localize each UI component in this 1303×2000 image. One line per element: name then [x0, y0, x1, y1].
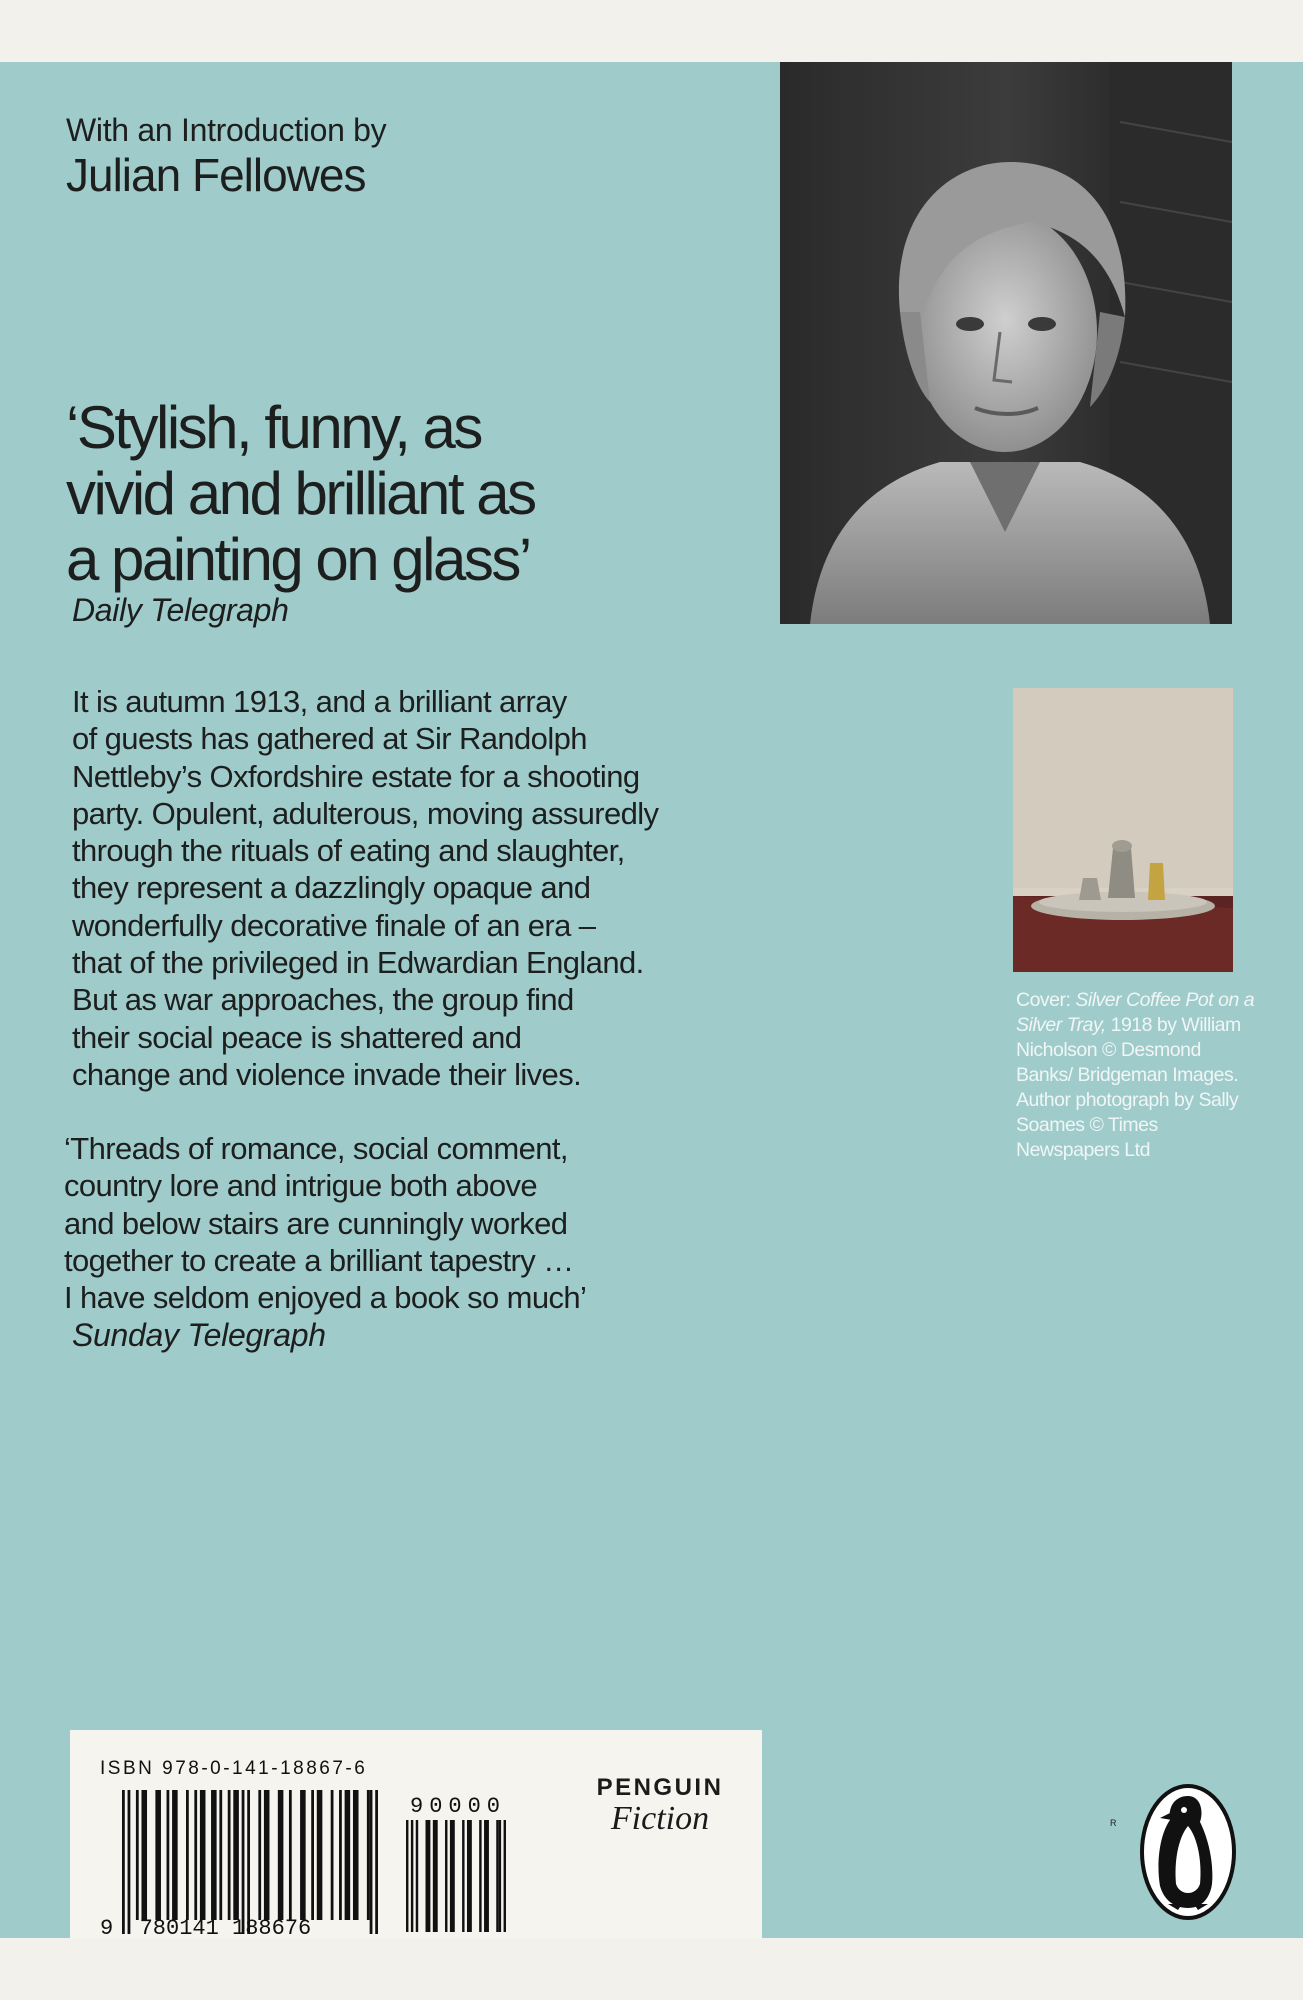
barcode-bar [258, 1790, 261, 1920]
barcode-bar [462, 1820, 464, 1932]
barcode-bar [406, 1820, 408, 1932]
barcode-bar [289, 1790, 292, 1920]
barcode-bar [155, 1790, 161, 1920]
synopsis-text: It is autumn 1913, and a brilliant array of guests has gathered at Sir Randolph Nettleby’s Oxfordshire estate for a shooting party. Opulent, adulterous, moving assuredly through the rituals of eating and slaughter, they represent a dazzlingly opaque and wonderfully decorative finale of an era – that of the privileged in Edwardian England. But as war approaches, the group find their social peace is shattered and change and violence invade their lives. [72, 684, 659, 1092]
cover-painting-thumbnail [1013, 688, 1233, 972]
barcode-bar [242, 1790, 245, 1934]
publisher-mark [580, 1774, 740, 1836]
barcode-bar [278, 1790, 284, 1920]
headline-quote [66, 395, 706, 629]
barcode-bar [467, 1820, 472, 1932]
image-credits [1016, 988, 1256, 1163]
barcode-bar [339, 1790, 342, 1920]
barcode-bar [499, 1820, 501, 1932]
headline-line: a painting on glass’ [66, 526, 530, 593]
review-source: Sunday Telegraph [72, 1317, 326, 1354]
barcode-bar [136, 1790, 139, 1920]
barcode-bar [331, 1790, 334, 1920]
isbn-number: ISBN 978-0-141-18867-6 [100, 1758, 368, 1779]
barcode-bar [353, 1790, 359, 1920]
barcode-bar [411, 1820, 413, 1932]
barcode-bar [219, 1790, 222, 1920]
barcode-bar [167, 1790, 170, 1920]
barcode-bar [247, 1790, 250, 1934]
price-addon-digits: 90000 [410, 1794, 507, 1819]
barcode-box [70, 1730, 762, 1941]
intro-label: With an Introduction by [66, 112, 387, 148]
barcode-bar [172, 1790, 178, 1920]
barcode-bar [211, 1790, 217, 1920]
ean-first-digit: 9 [100, 1916, 114, 1941]
barcode-bar [445, 1820, 447, 1932]
introduction-credit [66, 110, 386, 200]
barcode-bar [504, 1820, 506, 1932]
headline-line: ‘Stylish, funny, as [66, 394, 481, 461]
review-quote [64, 1130, 764, 1354]
barcode-bar [122, 1790, 125, 1934]
barcode-bar [228, 1790, 231, 1920]
credits-painting-title: Silver Coffee Pot on a Silver Tray, [1016, 989, 1255, 1036]
headline-source: Daily Telegraph [72, 592, 289, 628]
intro-author-name: Julian Fellowes [66, 149, 366, 201]
publisher-imprint: Fiction [610, 1800, 710, 1837]
publisher-name: PENGUIN [596, 1774, 724, 1801]
barcode-bar [484, 1820, 489, 1932]
barcode-bar [311, 1790, 314, 1920]
addon-barcode [406, 1820, 506, 1932]
barcode-bar [194, 1790, 197, 1920]
barcode-bar [375, 1790, 378, 1934]
ean-group-1: 780141 [139, 1916, 219, 1941]
ean-digits [100, 1916, 311, 1941]
barcode-bar [128, 1790, 131, 1934]
barcode-bar [426, 1820, 431, 1932]
barcode-bar [416, 1820, 418, 1932]
barcode-bar [496, 1820, 498, 1932]
barcode-bar [300, 1790, 306, 1920]
barcode-bar [317, 1790, 323, 1920]
ean-group-2: 188676 [232, 1916, 312, 1941]
barcode-bar [200, 1790, 206, 1920]
review-text: ‘Threads of romance, social comment, country lore and intrigue both above and below stairs are cunningly worked together to create a brilliant tapestry … I have seldom enjoyed a book so much’ [64, 1131, 587, 1316]
credits-rest: 1918 by William Nicholson © Desmond Banks/ Bridgeman Images. Author photograph by Sally Soames © Times Newspapers Ltd [1016, 1014, 1241, 1161]
barcode-bar [186, 1790, 189, 1920]
headline-line: vivid and brilliant as [66, 460, 535, 527]
barcode-bar [264, 1790, 270, 1920]
barcode-bar [433, 1820, 438, 1932]
author-photograph [780, 62, 1232, 624]
barcode-bar [370, 1790, 373, 1934]
barcode-bar [345, 1790, 351, 1920]
barcode-bar [479, 1820, 481, 1932]
barcode-bar [233, 1790, 239, 1920]
barcode-bar [141, 1790, 147, 1920]
registered-mark: R [1110, 1818, 1117, 1828]
barcode-bar [450, 1820, 455, 1932]
penguin-icon [1138, 1782, 1238, 1927]
credits-cover-label: Cover: [1016, 989, 1076, 1011]
barcode-bar [367, 1790, 370, 1920]
